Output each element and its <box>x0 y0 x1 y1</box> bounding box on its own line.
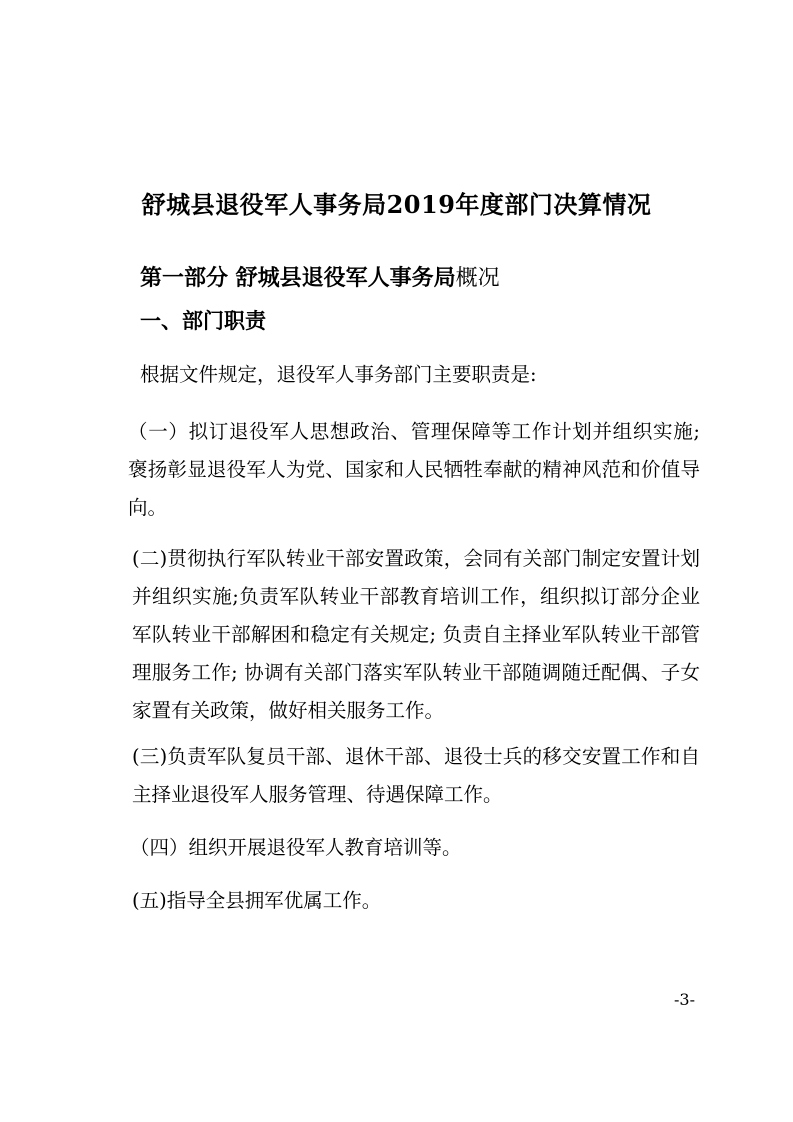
duty-paragraph-2: (二)贯彻执行军队转业干部安置政策，会同有关部门制定安置计划并组织实施;负责军队转业干部教育培训工作，组织拟订部分企业军队转业干部解困和稳定有关规定; 负责自主择业军队转业干部管理服务工作; 协调有关部门落实军队转业干部随调随迁配偶、子女家置有关政策，做好相关服务工作。 <box>132 547 700 722</box>
intro-paragraph: 根据文件规定，退役军人事务部门主要职责是: <box>140 363 537 386</box>
section-heading: 一、部门职责 <box>140 308 266 333</box>
document-title: 舒城县退役军人事务局2019年度部门决算情况 <box>141 190 652 219</box>
duty-paragraph-5: (五)指导全县拥军优属工作。 <box>132 889 382 912</box>
part-heading <box>140 261 500 292</box>
duty-paragraph-3: (三)负责军队复员干部、退休干部、退役士兵的移交安置工作和自主择业退役军人服务管理、待遇保障工作。 <box>132 745 700 806</box>
duty-paragraph-4: （四）组织开展退役军人教育培训等。 <box>130 836 462 859</box>
page-number: -3- <box>674 990 695 1009</box>
part-heading-label: 第一部分 舒城县退役军人事务局 <box>140 265 456 291</box>
part-heading-suffix: 概况 <box>455 266 500 291</box>
duty-paragraph-1: （一）拟订退役军人思想政治、管理保障等工作计划并组织实施;褒扬彰显退役军人为党、国家和人民牺牲奉献的精神风范和价值导向。 <box>128 420 700 519</box>
